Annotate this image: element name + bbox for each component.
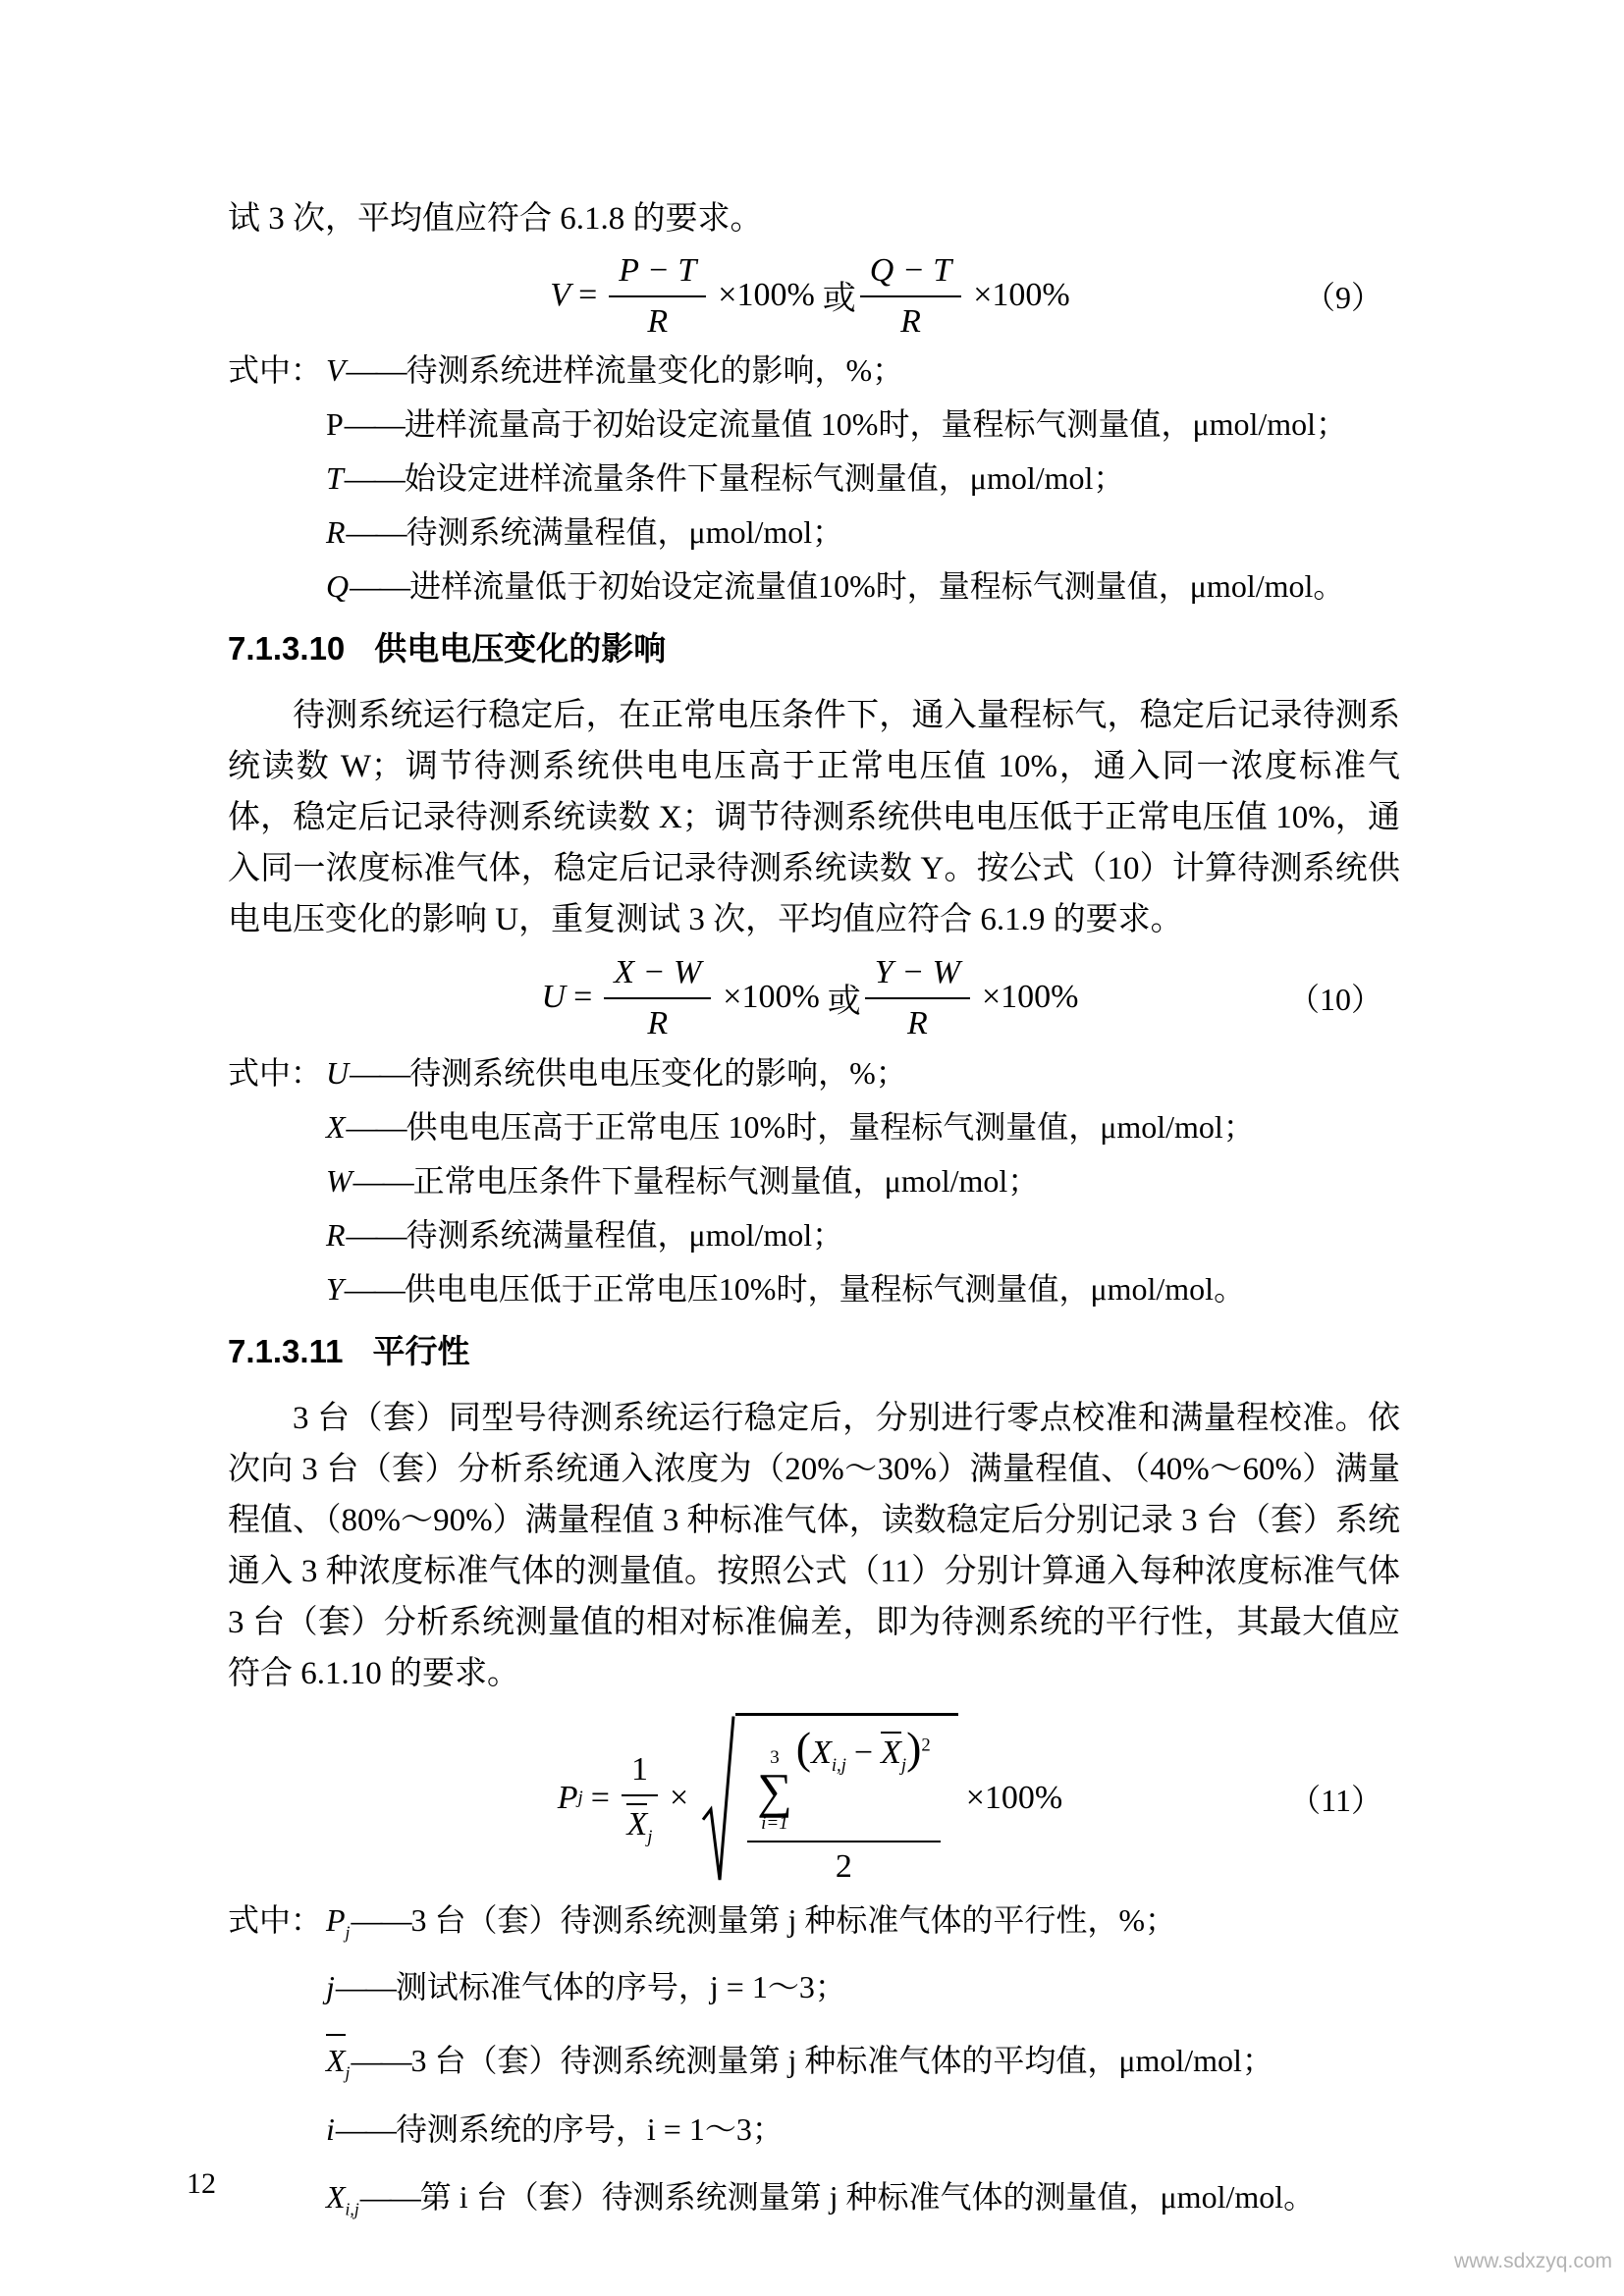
def-term: R bbox=[326, 514, 346, 551]
def-row bbox=[228, 512, 1400, 552]
equation-number: （9） bbox=[1303, 279, 1382, 315]
equation-body bbox=[550, 251, 1077, 339]
fraction-numerator: X − W bbox=[604, 953, 711, 999]
def-desc: 待测系统供电电压变化的影响，%； bbox=[409, 1054, 907, 1091]
subscript-j: j bbox=[900, 1754, 907, 1776]
watermark: www.sdxzyq.com bbox=[1453, 2250, 1612, 2272]
def-desc: 进样流量低于初始设定流量值10%时，量程标气测量值，μmol/mol。 bbox=[409, 568, 1345, 605]
radicand bbox=[735, 1713, 958, 1885]
fraction bbox=[860, 251, 961, 339]
formula-9 bbox=[228, 251, 1400, 339]
term-base: X bbox=[326, 2042, 346, 2078]
def-row bbox=[228, 1161, 1400, 1201]
times-100-percent: ×100% bbox=[723, 979, 820, 1016]
def-term bbox=[326, 2111, 335, 2147]
times-100-percent: ×100% bbox=[965, 1780, 1063, 1817]
where-prefix: 式中： bbox=[228, 352, 323, 389]
equation-body bbox=[558, 1713, 1070, 1885]
def-term bbox=[326, 1902, 351, 1943]
def-row bbox=[228, 1107, 1400, 1147]
equals-sign: = bbox=[578, 276, 598, 313]
fraction-numerator: P − T bbox=[609, 251, 706, 297]
def-row bbox=[228, 566, 1400, 606]
page-number: 12 bbox=[187, 2167, 216, 2200]
def-row bbox=[228, 2109, 1400, 2161]
section-heading-7-1-3-10 bbox=[228, 629, 1400, 668]
where-prefix: 式中： bbox=[228, 1902, 323, 1939]
def-dash: —— bbox=[351, 2042, 410, 2078]
def-desc: 测试标准气体的序号，j = 1～3； bbox=[395, 1968, 846, 2004]
sum-lower-limit: i=1 bbox=[761, 1812, 788, 1834]
def-desc: 供电电压高于正常电压 10%时，量程标气测量值，μmol/mol； bbox=[406, 1108, 1255, 1145]
fraction bbox=[622, 1750, 658, 1846]
def-desc: 待测系统满量程值，μmol/mol； bbox=[406, 1216, 844, 1253]
def-dash: —— bbox=[335, 1968, 395, 2004]
sigma-icon: ∑ bbox=[757, 1762, 792, 1818]
equation-body bbox=[542, 953, 1087, 1041]
def-term: U bbox=[326, 1054, 350, 1091]
fraction bbox=[604, 953, 711, 1041]
def-desc: 始设定进样流量条件下量程标气测量值，μmol/mol； bbox=[404, 460, 1125, 497]
formula-9-definitions bbox=[228, 350, 1400, 606]
def-term: P bbox=[326, 406, 344, 443]
term-base: X bbox=[326, 2178, 346, 2215]
def-dash: —— bbox=[346, 352, 406, 389]
def-desc: 待测系统进样流量变化的影响，%； bbox=[406, 352, 904, 389]
def-dash: —— bbox=[346, 1216, 406, 1253]
def-term: T bbox=[326, 460, 344, 497]
heading-number: 7.1.3.11 bbox=[228, 1332, 344, 1369]
equals-sign: = bbox=[573, 979, 593, 1016]
sum-upper-limit: 3 bbox=[770, 1746, 780, 1768]
formula11-lhs: P bbox=[557, 1780, 578, 1817]
term-subscript: i,j bbox=[345, 2199, 359, 2219]
fraction bbox=[865, 953, 970, 1041]
formula-11-definitions bbox=[228, 1900, 1400, 2228]
close-paren: ) bbox=[906, 1722, 922, 1773]
formula-11 bbox=[228, 1713, 1400, 1885]
fraction bbox=[609, 251, 706, 339]
def-row bbox=[228, 2177, 1400, 2228]
subscript-j: j bbox=[647, 1826, 653, 1847]
fraction bbox=[747, 1724, 941, 1885]
def-term bbox=[326, 2042, 351, 2083]
def-term bbox=[326, 2178, 359, 2219]
term-base: j bbox=[326, 1968, 335, 2004]
section-heading-7-1-3-11 bbox=[228, 1332, 1400, 1371]
term-subscript: j bbox=[345, 1922, 351, 1943]
heading-title: 供电电压变化的影响 bbox=[374, 630, 667, 667]
times-sign: × bbox=[669, 1780, 689, 1817]
paragraph-power-voltage: 待测系统运行稳定后，在正常电压条件下，通入量程标气，稳定后记录待测系统读数 W；调节待测系统供电电压高于正常电压值 10%，通入同一浓度标准气体，稳定后记录待测系统读数 X；调节待测系统供电电压低于正常电压值 10%，通入同一浓度标准气体，稳定后记录待测系统读数 Y。按公式（10）计算待测系统供电电压变化的影响 U，重复测试 3 次，平均值应符合 6.1.9 的要求。 bbox=[228, 698, 1400, 938]
open-paren: ( bbox=[795, 1722, 812, 1773]
formula-10-definitions bbox=[228, 1053, 1400, 1308]
square-root bbox=[700, 1713, 958, 1885]
def-row bbox=[228, 458, 1400, 498]
def-row bbox=[228, 2034, 1400, 2092]
fraction-denominator: R bbox=[900, 302, 921, 340]
equals-sign: = bbox=[590, 1780, 610, 1817]
def-desc: 供电电压低于正常电压10%时，量程标气测量值，μmol/mol。 bbox=[404, 1270, 1246, 1307]
def-desc: 待测系统的序号，i = 1～3； bbox=[395, 2111, 784, 2148]
def-row bbox=[228, 1269, 1400, 1308]
formula10-lhs: U bbox=[541, 979, 567, 1016]
def-term bbox=[326, 1969, 335, 2004]
def-dash: —— bbox=[344, 1270, 404, 1307]
subscript-j: j bbox=[577, 1788, 583, 1809]
def-dash: —— bbox=[350, 1054, 409, 1091]
def-desc: 3 台（套）待测系统测量第 j 种标准气体的平均值，μmol/mol； bbox=[410, 2042, 1273, 2078]
fraction-denominator: 2 bbox=[835, 1848, 852, 1886]
def-dash: —— bbox=[335, 2111, 395, 2148]
fraction-numerator: Q − T bbox=[860, 251, 961, 297]
formula-10 bbox=[228, 953, 1400, 1041]
def-dash: —— bbox=[351, 1902, 410, 1939]
def-term: W bbox=[326, 1162, 352, 1199]
def-desc: 3 台（套）待测系统测量第 j 种标准气体的平行性，%； bbox=[410, 1902, 1176, 1939]
def-desc: 待测系统满量程值，μmol/mol； bbox=[406, 514, 844, 551]
subscript-ij: i,j bbox=[831, 1754, 846, 1776]
term-base: P bbox=[326, 1902, 346, 1939]
paragraph-parallelism: 3 台（套）同型号待测系统运行稳定后，分别进行零点校准和满量程校准。依次向 3 台（套）分析系统通入浓度为（20%～30%）满量程值、（40%～60%）满量程值、（80%～90%）满量程值 3 种标准气体，读数稳定后分别记录 3 台（套）系统通入 3 种浓度标准气体的测量值。按照公式（11）分别计算通入每种浓度标准气体 3 台（套）分析系统测量值的相对标准偏差，即为待测系统的平行性，其最大值应符合 6.1.10 的要求。 bbox=[228, 1400, 1400, 1691]
fraction-denominator bbox=[622, 1796, 658, 1846]
where-prefix: 式中： bbox=[228, 1054, 323, 1091]
x-term: X bbox=[811, 1734, 832, 1771]
def-dash: —— bbox=[359, 2178, 419, 2215]
def-row bbox=[228, 1900, 1400, 1951]
def-dash: —— bbox=[344, 460, 404, 497]
def-row bbox=[228, 350, 1400, 390]
def-dash: —— bbox=[352, 1162, 412, 1199]
def-term: R bbox=[326, 1216, 346, 1253]
fraction-denominator: R bbox=[647, 302, 669, 340]
x-bar: X bbox=[881, 1732, 901, 1771]
or-character: 或 bbox=[827, 983, 861, 1020]
times-100-percent: ×100% bbox=[973, 276, 1070, 313]
equation-number: （10） bbox=[1287, 982, 1382, 1018]
term-subscript: j bbox=[345, 2062, 351, 2083]
heading-number: 7.1.3.10 bbox=[228, 630, 346, 667]
def-dash: —— bbox=[350, 568, 409, 605]
times-100-percent: ×100% bbox=[718, 276, 815, 313]
def-row bbox=[228, 404, 1400, 444]
def-term: Q bbox=[326, 568, 350, 605]
def-term: X bbox=[326, 1108, 346, 1145]
radical-sign-icon bbox=[700, 1713, 735, 1885]
summation-symbol bbox=[757, 1747, 792, 1835]
def-desc: 第 i 台（套）待测系统测量第 j 种标准气体的测量值，μmol/mol。 bbox=[419, 2178, 1316, 2215]
def-row bbox=[228, 1053, 1400, 1093]
def-desc: 正常电压条件下量程标气测量值，μmol/mol； bbox=[412, 1162, 1040, 1199]
fraction-numerator: Y − W bbox=[865, 953, 970, 999]
def-desc: 进样流量高于初始设定流量值 10%时，量程标气测量值，μmol/mol； bbox=[404, 406, 1348, 443]
def-term: V bbox=[326, 352, 346, 389]
def-row bbox=[228, 1967, 1400, 2018]
page-content bbox=[228, 194, 1400, 2246]
minus-sign: − bbox=[853, 1734, 874, 1771]
x-bar: X bbox=[626, 1803, 647, 1842]
fraction-denominator: R bbox=[647, 1005, 669, 1042]
x-bar bbox=[326, 2034, 346, 2080]
term-base: i bbox=[326, 2111, 335, 2148]
lead-paragraph: 试 3 次，平均值应符合 6.1.8 的要求。 bbox=[228, 201, 763, 237]
or-character: 或 bbox=[822, 281, 856, 318]
fraction-numerator: 1 bbox=[622, 1750, 658, 1796]
def-term: Y bbox=[326, 1270, 344, 1307]
equation-number: （11） bbox=[1289, 1783, 1382, 1819]
heading-title: 平行性 bbox=[372, 1332, 470, 1369]
fraction-denominator: R bbox=[907, 1005, 928, 1042]
def-dash: —— bbox=[346, 1108, 406, 1145]
fraction-numerator bbox=[747, 1724, 941, 1843]
def-dash: —— bbox=[344, 406, 404, 443]
def-dash: —— bbox=[346, 514, 406, 551]
times-100-percent: ×100% bbox=[981, 979, 1079, 1016]
formula9-lhs: V bbox=[550, 276, 571, 313]
exponent-2: 2 bbox=[921, 1735, 931, 1756]
def-row bbox=[228, 1215, 1400, 1255]
